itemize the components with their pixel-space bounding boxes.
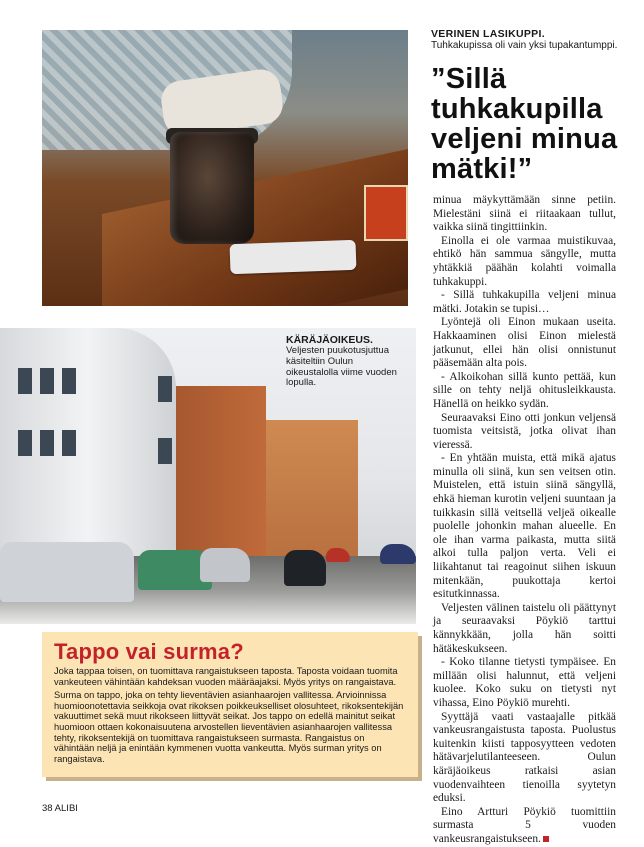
brick-building-shape — [176, 386, 266, 558]
body-paragraph: - En yhtään muista, että mikä ajatus minulla oli siinä, kun sen veitsen otin. Muistelen, että istuin siinä sängyllä, ehkä hieman kurotin veljeni suuntaan ja tuikkasin sillä veitsellä veljeä oikealle puolelle johonkin mahan alueelle. En ole ihan varma paikasta, mutta siitä alkoi tulla paljon verta. Veli ei liikahtanut tai reagoinut siihen iskuun mitenkään, puukottaja kertoi esitutkinnassa. — [433, 452, 616, 601]
ashtray-photo — [42, 30, 408, 306]
car-shape — [200, 548, 250, 582]
window-shape — [158, 438, 172, 464]
glass-ashtray — [170, 132, 254, 244]
window-shape — [62, 368, 76, 394]
window-shape — [40, 430, 54, 456]
top-photo-caption: Tuhkakupissa oli vain yksi tupakantumppi. — [431, 40, 618, 51]
round-building-shape — [0, 328, 176, 558]
factbox-paragraph: Surma on tappo, joka on tehty lieventävien asianhaarojen vallitessa. Arvioinnissa huomioonotettavia seikkoja ovat rikoksen poikkeukselliset olosuhteet, rikoksentekijän vakuuttimet sekä muut rikokseen liittyvät seikat. Jos tappo on edellä mainitut seikat huomioon ottaen kokonaisuutena arvostellen lieventävien asianhaarojen vallitessa tehty, rikoksentekijä on tuomittava rangaistukseen surmasta. Rangaistus on vähintään neljä ja enintään kymmenen vuotta vankeutta. Myös surman yritys on rangaistava. — [54, 690, 404, 764]
factbox-paragraph: Joka tappaa toisen, on tuomittava rangaistukseen taposta. Taposta voidaan tuomita vankeuteen vähintään kahdeksan vuoden määräajaksi. Myös yritys on rangaistava. — [54, 666, 398, 687]
body-paragraph-last — [433, 806, 616, 847]
car-shape — [284, 550, 326, 586]
top-photo-kicker: VERINEN LASIKUPPI. — [431, 28, 545, 40]
body-paragraph: Syyttäjä vaati vastaajalle pitkää vankeusrangaistusta taposta. Puolustus kuitenkin kiisti tapposyytteen vedoten hätävarjelutilanteeseen. Oulun käräjäoikeus ratkaisi asian vuodenvaihteen tienoilla syytetyn eduksi. — [433, 710, 616, 805]
body-paragraph: Einolla ei ole varmaa muistikuvaa, ehtikö hän sammua sängylle, mutta yhtäkkiä päähän kolahti voimalla tuhkakuppi. — [433, 234, 616, 288]
end-mark-icon — [543, 836, 549, 842]
body-paragraph-text: Eino Artturi Pöykiö tuomittiin surmasta 5 vuoden vankeusrangaistukseen. — [433, 805, 616, 845]
window-shape — [18, 430, 32, 456]
far-building-shape — [266, 420, 358, 558]
table-shape — [102, 146, 408, 306]
body-paragraph: Lyöntejä oli Einon mukaan useita. Hakkaaminen olisi Einon mielestä jatkunut, ellei hän olisi onnistunut pääsemään alta pois. — [433, 316, 616, 370]
article-headline: ”Sillä tuhkakupilla veljeni minua mätki!” — [431, 63, 618, 185]
body-paragraph: - Sillä tuhkakupilla veljeni minua mätki. Jotakin se tupisi… — [433, 289, 616, 315]
window-shape — [18, 368, 32, 394]
body-paragraph: - Koko tilanne tietysti tympäisee. En millään olisi halunnut, että veljeni kuolee. Koko suku on tietysti nyt vihassa, Eino Pöykiö murehti. — [433, 656, 616, 709]
mobile-phone-shape — [230, 240, 357, 274]
car-shape — [326, 548, 350, 562]
body-paragraph: - Alkoikohan sillä kunto pettää, kun sille on tehty neljä ohitusleikkausta. Hänellä on heikko sydän. — [433, 370, 616, 410]
factbox-text — [54, 666, 406, 767]
article-body — [433, 194, 616, 847]
body-paragraph: Seuraavaksi Eino otti jonkun veljensä tuomista veitsistä, jotka olivat ihan vieressä. — [433, 411, 616, 451]
court-photo-caption: Veljesten puukotusjuttua käsiteltiin Oulun oikeustalolla viime vuoden lopulla. — [286, 345, 397, 389]
body-paragraph: Veljesten välinen taistelu oli päättynyt ja seuraavaksi Pöykiö tarttui kännykkään, jolla hän soitti hätäkeskukseen. — [433, 601, 616, 655]
window-shape — [158, 376, 172, 402]
body-paragraph: minua mäykyttämään sinne petiin. Mielestäni siinä ei riitaakaan tullut, vaikka siinä tingittiinkin. — [433, 194, 616, 234]
window-shape — [40, 368, 54, 394]
window-shape — [62, 430, 76, 456]
car-shape — [0, 542, 134, 602]
court-photo-kicker: KÄRÄJÄOIKEUS. — [286, 334, 373, 346]
car-shape — [380, 544, 416, 564]
factbox-title: Tappo vai surma? — [54, 639, 244, 664]
cigarette-pack-shape — [364, 185, 408, 241]
page-folio: 38 ALIBI — [42, 803, 78, 814]
